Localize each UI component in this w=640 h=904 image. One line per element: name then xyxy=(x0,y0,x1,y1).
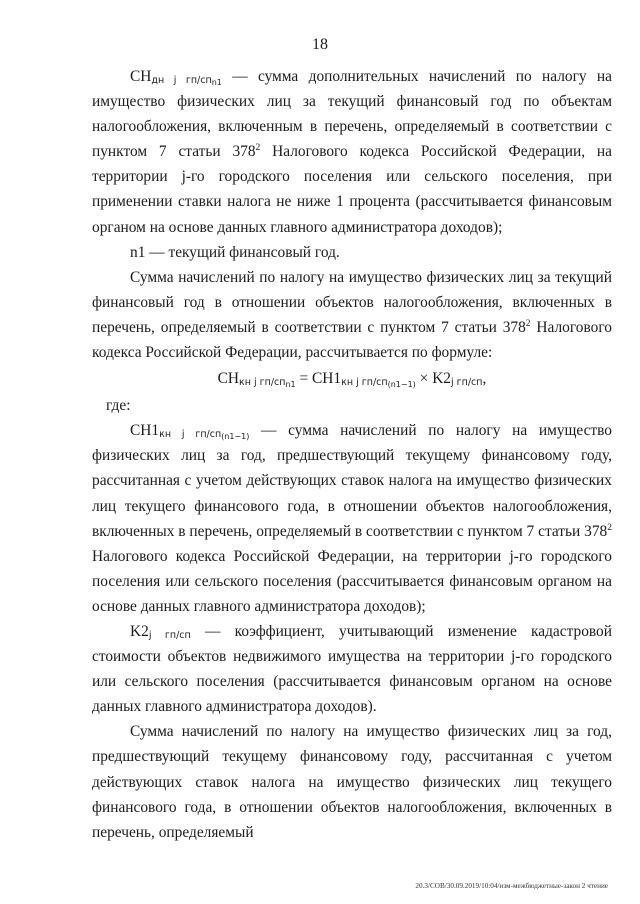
paragraph-ch-dn-definition: $CH_{дн j гп/сп_{n1}}$ — сумма дополнительных начислений по налогу на имущество физических лиц за текущий финансовый год по объектам налогообложения, включенным в перечень, определяемый в соответствии с пунктом 7 статьи $378^2$ Налогового кодекса Российской Федерации, на территории j-го городского поселения или сельского поселения, при применении ставки налога не ниже 1 процента (рассчитывается финансовым органом на основе данных главного администратора доходов); xyxy=(92,68,612,236)
paragraph-formula-intro: Сумма начислений по налогу на имущество физических лиц за текущий финансовый год в отношении объектов налогообложения, включенных в перечень, определяемый в соответствии с пунктом 7 статьи $378^2$ Налогового кодекса Российской Федерации, рассчитывается по формуле: xyxy=(92,268,612,362)
page-number: 18 xyxy=(312,36,328,53)
formula: $CH_{кн j гп/сп_{n1}} = CH1_{кн j гп/сп_{(n1-1)}} \times K2_{j гп/сп}$, xyxy=(217,370,487,390)
formula-lhs: $CH_{кн j гп/сп_{n1}}$ xyxy=(217,370,296,390)
symbol-k2: $K2_{j гп/сп}$ xyxy=(130,622,191,641)
document-footer-code: 20.3/СОВ/30.09.2019/10:04/изм-межбюджетные-закон 2 чтение xyxy=(415,882,608,890)
document-body xyxy=(92,64,612,845)
where-label: где: xyxy=(106,397,131,415)
formula-term-ch1: $CH1_{кн j гп/сп_{(n1-1)}}$ xyxy=(312,370,416,390)
paragraph-prior-year-sum: Сумма начислений по налогу на имущество физических лиц за год, предшествующий текущему финансовому году, рассчитанная с учетом действующих ставок налога на имущество физических лиц текущего финансового года, в отношении объектов налогообложения, включенных в перечень, определяемый xyxy=(92,723,612,841)
paragraph-ch1-definition: $CH1_{кн j гп/сп_{(n1-1)}}$ — сумма начислений по налогу на имущество физических лиц за год, предшествующий текущему финансовому году, рассчитанная с учетом действующих ставок налога на имущество физических лиц текущего финансового года, в отношении объектов налогообложения, включенных в перечень, определяемый в соответствии с пунктом 7 статьи $378^2$ Налогового кодекса Российской Федерации, на территории j-го городского поселения или сельского поселения (рассчитывается финансовым органом на основе данных главного администратора доходов); xyxy=(92,422,612,615)
paragraph-k2-definition: $K2_{j гп/сп}$ — коэффициент, учитывающий изменение кадастровой стоимости объектов недвижимого имущества на территории j-го городского или сельского поселения (рассчитывается финансовым органом на основе данных главного администратора доходов). xyxy=(92,622,612,716)
paragraph-n1-definition: n1 — текущий финансовый год. xyxy=(130,243,340,261)
symbol-ch1: $CH1_{кн j гп/сп_{(n1-1)}}$ xyxy=(130,422,250,442)
symbol-ch-dn: $CH_{дн j гп/сп_{n1}}$ xyxy=(130,68,222,87)
formula-term-k2: $K2_{j гп/сп}$ xyxy=(432,370,483,389)
